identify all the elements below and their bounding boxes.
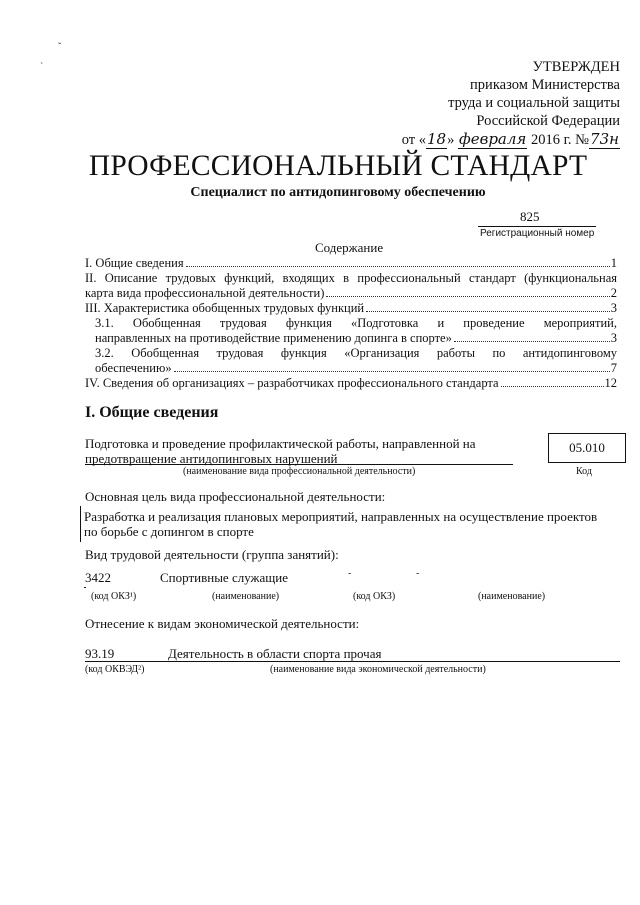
toc-leader — [501, 386, 604, 387]
okz-name: Спортивные служащие — [160, 570, 289, 585]
toc-page: 12 — [604, 376, 617, 390]
toc-entry-text: I. Общие сведения — [85, 256, 184, 270]
toc-entry-text: II. Описание трудовых функций, входящих в профессиональный стандарт (функциональная — [85, 271, 617, 285]
scan-speck: ` — [40, 62, 44, 73]
okved-code: 93.19 — [85, 646, 115, 661]
okz-code-caption: (код ОКЗ¹) — [91, 591, 137, 602]
document-subtitle: Специалист по антидопинговому обеспечению — [190, 185, 486, 200]
toc-entry-text: карта вида профессиональной деятельности) — [85, 286, 325, 300]
scan-speck: ˇ — [58, 42, 62, 53]
okved-name-caption: (наименование вида экономической деятельности) — [270, 664, 486, 675]
econ-label: Отнесение к видам экономической деятельности: — [85, 616, 360, 631]
approval-block — [380, 58, 620, 149]
date-prefix: от « — [401, 132, 427, 148]
toc-leader — [454, 341, 610, 342]
document-title: ПРОФЕССИОНАЛЬНЫЙ СТАНДАРТ — [88, 150, 588, 182]
approval-year: 2016 г. № — [527, 132, 590, 148]
registration-line — [478, 226, 596, 227]
okz-code2-caption: (код ОКЗ) — [353, 591, 396, 602]
okz-line — [84, 587, 86, 588]
code-box: 05.010 — [548, 433, 626, 463]
approval-title: УТВЕРЖДЕН — [532, 59, 620, 75]
activity-line: Подготовка и проведение профилактической работы, направленной на — [85, 436, 476, 451]
okz-name-caption: (наименование) — [212, 591, 280, 602]
date-mid: » — [447, 132, 458, 148]
toc-entry[interactable] — [85, 271, 617, 301]
scan-speck: - — [348, 568, 352, 579]
toc-entry[interactable] — [85, 301, 617, 316]
approval-line: труда и социальной защиты — [448, 95, 620, 111]
toc-entry-text: направленных на противодействие применению допинга в спорте» — [95, 331, 452, 345]
toc-entry-text: 3.1. Обобщенная трудовая функция «Подготовка и проведение мероприятий, — [95, 316, 617, 330]
toc-entry-text: III. Характеристика обобщенных трудовых функций — [85, 301, 365, 315]
activity-line: предотвращение антидопинговых нарушений — [85, 451, 338, 466]
registration-number: 825 — [520, 209, 540, 224]
toc-entry-text: обеспечению» — [95, 361, 172, 375]
goal-line: Разработка и реализация плановых мероприятий, направленных на осуществление проектов — [84, 509, 598, 524]
toc-entry-text: 3.2. Обобщенная трудовая функция «Организация работы по антидопинговому — [95, 346, 617, 360]
toc-entry[interactable] — [95, 346, 617, 376]
toc-entry[interactable] — [95, 316, 617, 346]
toc-page: 7 — [610, 361, 617, 375]
section-heading: I. Общие сведения — [85, 404, 219, 421]
okved-name: Деятельность в области спорта прочая — [168, 646, 382, 661]
toc-page: 2 — [610, 286, 617, 300]
toc-page: 3 — [610, 331, 617, 345]
toc-entry[interactable] — [85, 256, 617, 271]
toc-entry-text: IV. Сведения об организациях – разработчиках профессионального стандарта — [85, 376, 499, 390]
goal-label: Основная цель вида профессиональной деятельности: — [85, 489, 386, 504]
activity-caption: (наименование вида профессиональной деятельности) — [183, 466, 416, 477]
activity-underline — [85, 464, 513, 465]
toc-page: 3 — [610, 301, 617, 315]
approval-line: приказом Министерства — [470, 77, 620, 93]
group-label: Вид трудовой деятельности (группа занятий): — [85, 547, 339, 562]
approval-day: 18 — [427, 130, 447, 148]
approval-date-line — [380, 130, 620, 149]
toc-leader — [174, 371, 610, 372]
registration-label: Регистрационный номер — [480, 228, 595, 239]
toc-leader — [186, 266, 610, 267]
okved-line — [85, 661, 620, 662]
toc-entry[interactable] — [85, 376, 617, 391]
toc-leader — [326, 296, 609, 297]
okved-caption: (код ОКВЭД²) — [85, 664, 145, 675]
approval-line: Российской Федерации — [476, 113, 620, 129]
toc-page: 1 — [610, 256, 617, 270]
goal-text — [84, 509, 624, 539]
toc-leader — [366, 311, 610, 312]
scan-speck: - — [416, 568, 420, 579]
goal-line: по борьбе с допингом в спорте — [84, 524, 254, 539]
okz-name2-caption: (наименование) — [478, 591, 546, 602]
toc-heading: Содержание — [315, 240, 384, 255]
order-number: 73н — [590, 130, 619, 148]
code-caption: Код — [576, 466, 592, 477]
activity-name — [85, 436, 525, 466]
okz-code: 3422 — [85, 570, 111, 585]
approval-month: февраля — [458, 130, 527, 148]
goal-box-left — [80, 506, 82, 542]
